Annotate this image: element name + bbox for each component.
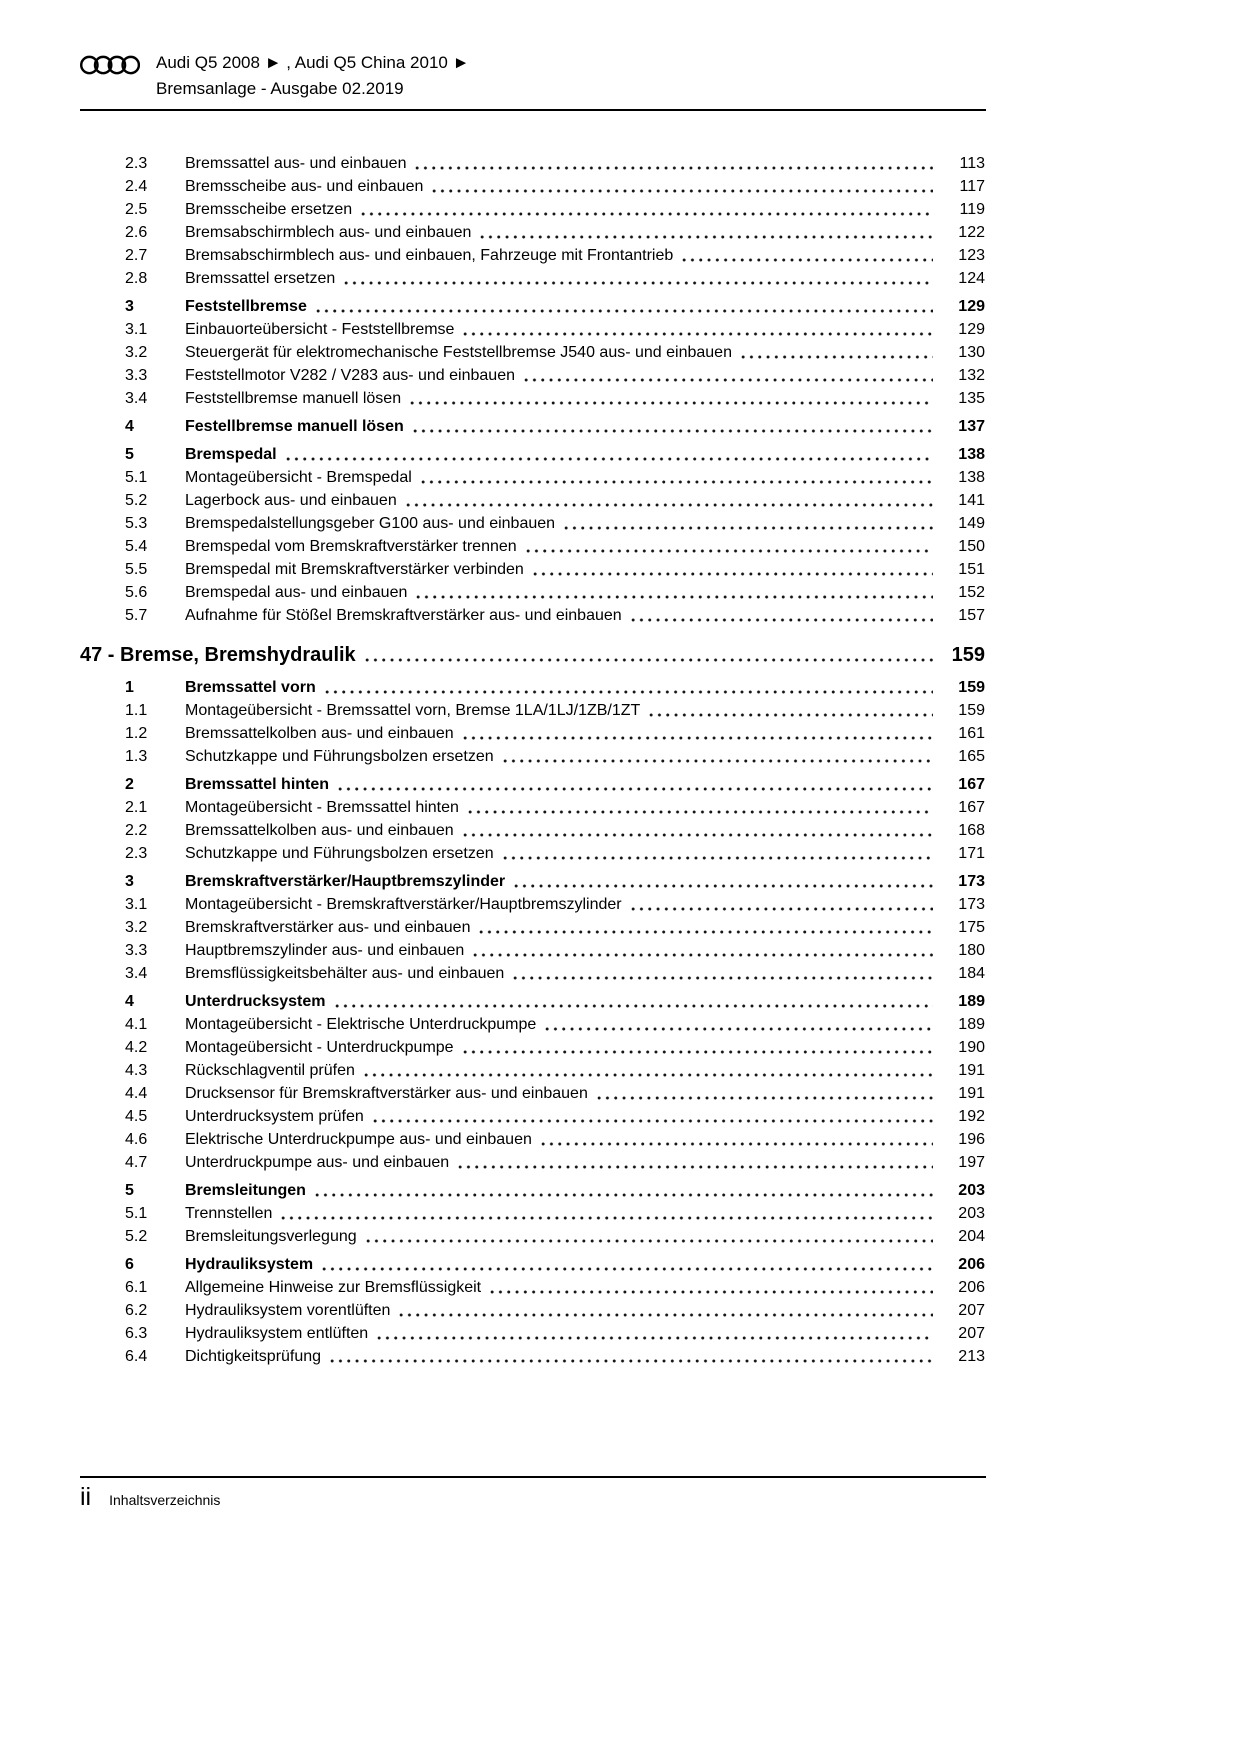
toc-entry-number: 2.3 (125, 155, 148, 172)
header-divider (80, 109, 986, 111)
toc-entry-number: 3 (125, 873, 134, 890)
toc-entry-page: 117 (959, 178, 985, 195)
toc-entry-title: Bremspedalstellungsgeber G100 aus- und einbauen (185, 515, 556, 532)
toc-row (125, 1082, 985, 1105)
toc-dotted-leader (512, 883, 933, 889)
toc-entry-number: 3.2 (125, 919, 148, 936)
toc-entry-page: 197 (958, 1154, 985, 1171)
toc-entry-title: Bremsleitungsverlegung (185, 1228, 357, 1245)
toc-dotted-leader (629, 617, 933, 623)
toc-row (125, 175, 985, 198)
toc-dotted-leader (501, 855, 933, 861)
toc-dotted-leader (461, 331, 933, 337)
toc-dotted-leader (461, 832, 933, 838)
toc-entry-number: 3.3 (125, 942, 148, 959)
toc-entry-page: 137 (958, 418, 985, 435)
toc-dotted-leader (539, 1141, 933, 1147)
toc-dotted-leader (284, 456, 933, 462)
toc-entry-number: 5.6 (125, 584, 148, 601)
toc-entry-number: 5.4 (125, 538, 148, 555)
toc-row (125, 916, 985, 939)
toc-entry-page: 132 (958, 367, 985, 384)
toc-dotted-leader (363, 657, 933, 663)
toc-entry-title: Feststellbremse manuell lösen (185, 390, 402, 407)
toc-entry-title: Aufnahme für Stößel Bremskraftverstärker aus- und einbauen (185, 607, 622, 624)
toc-dotted-leader (336, 786, 933, 792)
toc-entry-title: Feststellbremse (185, 298, 307, 315)
toc-entry-page: 157 (958, 607, 985, 624)
toc-row (125, 1322, 985, 1345)
toc-entry-number: 5 (125, 1182, 134, 1199)
toc-dotted-leader (430, 188, 933, 194)
toc-entry-number: 4.7 (125, 1154, 148, 1171)
header-edition-line: Bremsanlage - Ausgabe 02.2019 (156, 79, 404, 98)
toc-dotted-leader (511, 975, 933, 981)
toc-entry-number: 4.1 (125, 1016, 148, 1033)
toc-entry-number: 4.4 (125, 1085, 148, 1102)
toc-entry-page: 167 (958, 799, 985, 816)
toc-row (125, 1105, 985, 1128)
toc-entry-number: 2.7 (125, 247, 148, 264)
toc-row (125, 1179, 985, 1202)
toc-dotted-leader (362, 1072, 933, 1078)
toc-row (125, 699, 985, 722)
toc-row (125, 443, 985, 466)
toc-dotted-leader (364, 1238, 933, 1244)
toc-entry-page: 119 (959, 201, 985, 218)
toc-row (125, 387, 985, 410)
toc-entry-number: 3.1 (125, 321, 148, 338)
toc-row (125, 152, 985, 175)
document-footer (80, 1476, 986, 1511)
toc-entry-page: 150 (958, 538, 985, 555)
toc-dotted-leader (408, 400, 933, 406)
toc-row (125, 466, 985, 489)
toc-entry-page: 138 (958, 446, 985, 463)
toc-row (125, 939, 985, 962)
toc-row (125, 1128, 985, 1151)
footer-divider (80, 1476, 986, 1478)
toc-list (80, 152, 985, 1368)
toc-row (125, 1151, 985, 1174)
toc-row (125, 1059, 985, 1082)
toc-entry-number: 1.1 (125, 702, 148, 719)
toc-entry-page: 129 (958, 298, 985, 315)
footer-page-number: ii (80, 1483, 92, 1511)
toc-row (125, 267, 985, 290)
toc-dotted-leader (629, 906, 933, 912)
toc-entry-number: 3 (125, 298, 134, 315)
toc-row (125, 1013, 985, 1036)
toc-dotted-leader (404, 502, 933, 508)
toc-dotted-leader (456, 1164, 933, 1170)
toc-dotted-leader (397, 1312, 933, 1318)
toc-entry-page: 124 (958, 270, 985, 287)
toc-dotted-leader (313, 1192, 933, 1198)
toc-entry-number: 5 (125, 446, 134, 463)
toc-row (125, 1225, 985, 1248)
toc-entry-page: 152 (958, 584, 985, 601)
toc-entry-number: 5.1 (125, 1205, 148, 1222)
toc-entry-page: 130 (958, 344, 985, 361)
toc-row (125, 364, 985, 387)
toc-row (125, 535, 985, 558)
toc-entry-number: 2.1 (125, 799, 148, 816)
toc-dotted-leader (411, 428, 933, 434)
toc-entry-page: 138 (958, 469, 985, 486)
toc-entry-number: 6.4 (125, 1348, 148, 1365)
toc-entry-page: 175 (958, 919, 985, 936)
toc-entry-title: Bremsscheibe ersetzen (185, 201, 353, 218)
toc-entry-title: Einbauorteübersicht - Feststellbremse (185, 321, 455, 338)
toc-entry-title: Bremsabschirmblech aus- und einbauen (185, 224, 472, 241)
toc-entry-number: 4.2 (125, 1039, 148, 1056)
toc-entry-page: 189 (958, 1016, 985, 1033)
toc-entry-title: Hydrauliksystem vorentlüften (185, 1302, 391, 1319)
toc-dotted-leader (328, 1358, 933, 1364)
toc-dotted-leader (739, 354, 933, 360)
document-header (80, 50, 986, 111)
toc-dotted-leader (531, 571, 933, 577)
toc-dotted-leader (320, 1266, 933, 1272)
toc-row (125, 796, 985, 819)
toc-entry-page: 159 (958, 679, 985, 696)
toc-entry-title: Bremsflüssigkeitsbehälter aus- und einbauen (185, 965, 505, 982)
toc-entry-title: Feststellmotor V282 / V283 aus- und einbauen (185, 367, 515, 384)
toc-entry-page: 203 (958, 1205, 985, 1222)
toc-row (125, 415, 985, 438)
toc-row (125, 1345, 985, 1368)
footer-section-label: Inhaltsverzeichnis (109, 1492, 221, 1508)
toc-entry-number: 3.4 (125, 390, 148, 407)
toc-row (125, 676, 985, 699)
toc-row (125, 341, 985, 364)
toc-entry-title: Bremsscheibe aus- und einbauen (185, 178, 424, 195)
toc-entry-number: 6.3 (125, 1325, 148, 1342)
toc-entry-title: Bremssattelkolben aus- und einbauen (185, 822, 454, 839)
toc-entry-title: Bremssattel ersetzen (185, 270, 336, 287)
toc-entry-number: 4 (125, 993, 134, 1010)
toc-row (125, 221, 985, 244)
toc-dotted-leader (414, 594, 933, 600)
toc-entry-page: 113 (959, 155, 985, 172)
toc-dotted-leader (314, 308, 933, 314)
toc-row (125, 745, 985, 768)
toc-row (80, 642, 985, 668)
toc-entry-page: 161 (958, 725, 985, 742)
toc-row (125, 842, 985, 865)
toc-entry-page: 189 (958, 993, 985, 1010)
toc-dotted-leader (680, 257, 933, 263)
toc-entry-number: 3.2 (125, 344, 148, 361)
toc-entry-page: 167 (958, 776, 985, 793)
toc-entry-title: Dichtigkeitsprüfung (185, 1348, 322, 1365)
toc-entry-page: 135 (958, 390, 985, 407)
toc-entry-page: 192 (958, 1108, 985, 1125)
toc-entry-number: 5.2 (125, 1228, 148, 1245)
toc-dotted-leader (477, 929, 933, 935)
toc-entry-title: Hydrauliksystem entlüften (185, 1325, 369, 1342)
toc-entry-page: 122 (958, 224, 985, 241)
toc-row (125, 295, 985, 318)
toc-entry-title: Lagerbock aus- und einbauen (185, 492, 397, 509)
toc-row (125, 990, 985, 1013)
toc-entry-page: 191 (958, 1062, 985, 1079)
toc-dotted-leader (562, 525, 933, 531)
toc-entry-number: 3.3 (125, 367, 148, 384)
toc-entry-number: 3.1 (125, 896, 148, 913)
toc-entry-page: 213 (958, 1348, 985, 1365)
toc-entry-number: 5.1 (125, 469, 148, 486)
toc-entry-title: Schutzkappe und Führungsbolzen ersetzen (185, 748, 494, 765)
toc-entry-page: 207 (958, 1302, 985, 1319)
toc-row (125, 870, 985, 893)
toc-entry-page: 204 (958, 1228, 985, 1245)
toc-entry-title: Bremspedal aus- und einbauen (185, 584, 408, 601)
toc-entry-page: 190 (958, 1039, 985, 1056)
toc-entry-title: Hauptbremszylinder aus- und einbauen (185, 942, 465, 959)
audi-rings-icon (80, 50, 140, 76)
toc-entry-title: Festellbremse manuell lösen (185, 418, 404, 435)
toc-entry-title: Unterdruckpumpe aus- und einbauen (185, 1154, 450, 1171)
toc-row (125, 318, 985, 341)
toc-entry-page: 180 (958, 942, 985, 959)
toc-entry-number: 5.3 (125, 515, 148, 532)
toc-entry-title: Bremspedal (185, 446, 277, 463)
toc-dotted-leader (461, 735, 933, 741)
toc-entry-title: Hydrauliksystem (185, 1256, 314, 1273)
toc-dotted-leader (279, 1215, 933, 1221)
toc-entry-title: Bremssattel vorn (185, 679, 316, 696)
toc-row (125, 1299, 985, 1322)
toc-dotted-leader (375, 1335, 933, 1341)
toc-row (125, 512, 985, 535)
toc-row (125, 244, 985, 267)
toc-entry-number: 6 (125, 1256, 134, 1273)
toc-entry-page: 173 (958, 873, 985, 890)
toc-dotted-leader (524, 548, 933, 554)
toc-entry-title: Drucksensor für Bremskraftverstärker aus- und einbauen (185, 1085, 588, 1102)
toc-entry-page: 123 (958, 247, 985, 264)
toc-entry-title: Bremsleitungen (185, 1182, 306, 1199)
toc-entry-title: Bremssattelkolben aus- und einbauen (185, 725, 454, 742)
toc-entry-page: 149 (958, 515, 985, 532)
toc-row (125, 1276, 985, 1299)
toc-entry-title: Schutzkappe und Führungsbolzen ersetzen (185, 845, 494, 862)
toc-entry-title: Bremssattel hinten (185, 776, 330, 793)
toc-entry-page: 184 (958, 965, 985, 982)
toc-dotted-leader (419, 479, 933, 485)
toc-entry-number: 2.4 (125, 178, 148, 195)
toc-entry-number: 2.6 (125, 224, 148, 241)
toc-entry-number: 2.8 (125, 270, 148, 287)
toc-entry-number: 2 (125, 776, 134, 793)
toc-entry-page: 171 (958, 845, 985, 862)
toc-dotted-leader (323, 689, 933, 695)
toc-dotted-leader (371, 1118, 933, 1124)
toc-row (125, 773, 985, 796)
toc-entry-title: Montageübersicht - Bremssattel hinten (185, 799, 459, 816)
toc-entry-number: 1.2 (125, 725, 148, 742)
toc-entry-page: 203 (958, 1182, 985, 1199)
toc-entry-title: Trennstellen (185, 1205, 273, 1222)
toc-entry-number: 5.7 (125, 607, 148, 624)
toc-row (125, 1202, 985, 1225)
toc-dotted-leader (413, 165, 933, 171)
toc-entry-title: Bremskraftverstärker/Hauptbremszylinder (185, 873, 506, 890)
toc-dotted-leader (488, 1289, 933, 1295)
toc-entry-title: Unterdrucksystem (185, 993, 326, 1010)
toc-entry-title: Montageübersicht - Unterdruckpumpe (185, 1039, 454, 1056)
toc-entry-title: Allgemeine Hinweise zur Bremsflüssigkeit (185, 1279, 482, 1296)
toc-entry-number: 1.3 (125, 748, 148, 765)
toc-entry-page: 129 (958, 321, 985, 338)
toc-entry-page: 207 (958, 1325, 985, 1342)
toc-row (125, 489, 985, 512)
toc-entry-page: 159 (958, 702, 985, 719)
toc-dotted-leader (543, 1026, 933, 1032)
toc-entry-page: 151 (958, 561, 985, 578)
toc-entry-number: 5.2 (125, 492, 148, 509)
toc-entry-title: Montageübersicht - Bremspedal (185, 469, 412, 486)
toc-entry-page: 165 (958, 748, 985, 765)
toc-entry-number: 4 (125, 418, 134, 435)
toc-entry-number: 2.2 (125, 822, 148, 839)
toc-dotted-leader (595, 1095, 933, 1101)
toc-entry-number: 2.5 (125, 201, 148, 218)
toc-entry-page: 196 (958, 1131, 985, 1148)
toc-entry-number: 6.2 (125, 1302, 148, 1319)
toc-entry-title: Bremssattel aus- und einbauen (185, 155, 407, 172)
toc-entry-number: 2.3 (125, 845, 148, 862)
toc-entry-page: 141 (958, 492, 985, 509)
toc-dotted-leader (342, 280, 933, 286)
toc-entry-title: 47 - Bremse, Bremshydraulik (80, 644, 356, 666)
toc-entry-title: Bremspedal vom Bremskraftverstärker trennen (185, 538, 517, 555)
toc-entry-title: Elektrische Unterdruckpumpe aus- und einbauen (185, 1131, 532, 1148)
toc-row (125, 893, 985, 916)
toc-dotted-leader (471, 952, 933, 958)
toc-dotted-leader (359, 211, 933, 217)
toc-entry-title: Montageübersicht - Bremssattel vorn, Bremse 1LA/1LJ/1ZB/1ZT (185, 702, 641, 719)
toc-entry-number: 4.6 (125, 1131, 148, 1148)
toc-entry-page: 173 (958, 896, 985, 913)
toc-row (125, 1253, 985, 1276)
toc-entry-number: 1 (125, 679, 134, 696)
toc-entry-title: Steuergerät für elektromechanische Feststellbremse J540 aus- und einbauen (185, 344, 732, 361)
toc-dotted-leader (461, 1049, 933, 1055)
toc-entry-number: 5.5 (125, 561, 148, 578)
header-model-line: Audi Q5 2008 ► , Audi Q5 China 2010 ► (156, 53, 470, 72)
toc-entry-title: Bremsabschirmblech aus- und einbauen, Fahrzeuge mit Frontantrieb (185, 247, 674, 264)
toc-entry-title: Bremskraftverstärker aus- und einbauen (185, 919, 471, 936)
toc-entry-page: 159 (951, 644, 985, 666)
toc-entry-title: Rückschlagventil prüfen (185, 1062, 355, 1079)
toc-entry-page: 206 (958, 1256, 985, 1273)
toc-dotted-leader (501, 758, 933, 764)
toc-entry-number: 6.1 (125, 1279, 148, 1296)
toc-entry-page: 168 (958, 822, 985, 839)
toc-row (125, 962, 985, 985)
toc-entry-page: 206 (958, 1279, 985, 1296)
toc-row (125, 558, 985, 581)
toc-row (125, 1036, 985, 1059)
toc-row (125, 581, 985, 604)
toc-row (125, 819, 985, 842)
toc-entry-title: Unterdrucksystem prüfen (185, 1108, 364, 1125)
toc-entry-number: 4.3 (125, 1062, 148, 1079)
toc-dotted-leader (466, 809, 933, 815)
toc-row (125, 604, 985, 627)
toc-dotted-leader (522, 377, 933, 383)
toc-entry-number: 4.5 (125, 1108, 148, 1125)
toc-dotted-leader (647, 712, 933, 718)
toc-entry-title: Montageübersicht - Elektrische Unterdruckpumpe (185, 1016, 537, 1033)
toc-dotted-leader (478, 234, 933, 240)
toc-entry-title: Montageübersicht - Bremskraftverstärker/Hauptbremszylinder (185, 896, 622, 913)
toc-entry-number: 3.4 (125, 965, 148, 982)
toc-row (125, 722, 985, 745)
toc-dotted-leader (333, 1003, 934, 1009)
toc-entry-page: 191 (958, 1085, 985, 1102)
toc-entry-title: Bremspedal mit Bremskraftverstärker verbinden (185, 561, 524, 578)
toc-row (125, 198, 985, 221)
